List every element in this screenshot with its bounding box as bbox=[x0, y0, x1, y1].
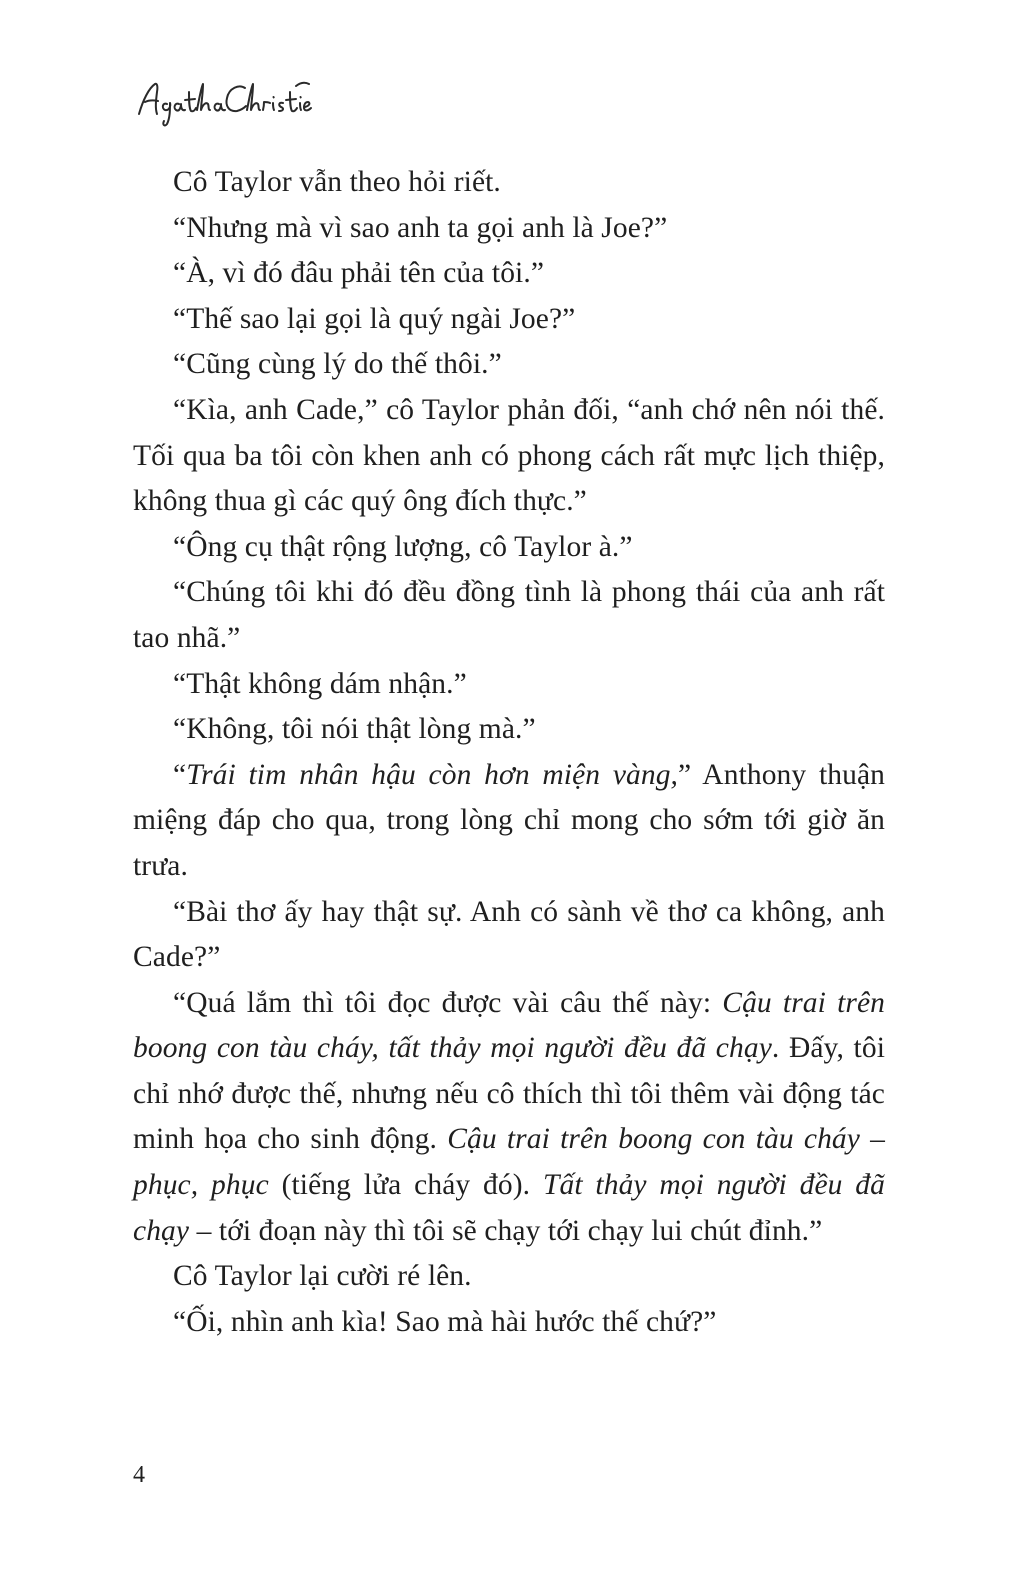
italic-text-segment: Tất thảy mọi người đều đã chạy bbox=[133, 1169, 885, 1247]
page-body-text bbox=[133, 160, 885, 1345]
paragraph bbox=[133, 388, 885, 525]
paragraph bbox=[133, 525, 885, 571]
paragraph bbox=[133, 251, 885, 297]
text-segment: “Chúng tôi khi đó đều đồng tình là phong thái của anh rất tao nhã.” bbox=[133, 576, 885, 654]
paragraph bbox=[133, 707, 885, 753]
text-segment: “Kìa, anh Cade,” cô Taylor phản đối, “anh chớ nên nói thế. Tối qua ba tôi còn khen anh có phong cách rất mực lịch thiệp, không thua gì các quý ông đích thực.” bbox=[133, 393, 885, 518]
author-signature-logo bbox=[133, 70, 313, 130]
paragraph bbox=[133, 206, 885, 252]
text-segment: “Thế sao lại gọi là quý ngài Joe?” bbox=[173, 302, 576, 335]
text-segment: “Cũng cùng lý do thế thôi.” bbox=[173, 348, 502, 381]
text-segment: “Bài thơ ấy hay thật sự. Anh có sành về thơ ca không, anh Cade?” bbox=[133, 895, 885, 974]
paragraph bbox=[133, 1300, 885, 1346]
text-segment: – tới đoạn này thì tôi sẽ chạy tới chạy lui chút đỉnh.” bbox=[189, 1214, 823, 1247]
text-segment: “ bbox=[173, 758, 187, 791]
italic-text-segment: Trái tim nhân hậu còn hơn miện vàng, bbox=[186, 758, 679, 791]
italic-text-segment: Cậu trai trên boong con tàu cháy, tất thảy mọi người đều đã chạy bbox=[133, 986, 885, 1065]
text-segment: “À, vì đó đâu phải tên của tôi.” bbox=[173, 257, 545, 290]
paragraph bbox=[133, 570, 885, 661]
text-segment: “Nhưng mà vì sao anh ta gọi anh là Joe?” bbox=[173, 211, 668, 244]
paragraph bbox=[133, 297, 885, 343]
text-segment: (tiếng lửa cháy đó). bbox=[268, 1169, 543, 1202]
paragraph bbox=[133, 753, 885, 890]
paragraph bbox=[133, 160, 885, 206]
text-segment: “Ông cụ thật rộng lượng, cô Taylor à.” bbox=[173, 530, 633, 563]
text-segment: Cô Taylor lại cười ré lên. bbox=[173, 1260, 472, 1293]
text-segment: ” Anthony thuận miệng đáp cho qua, trong lòng chỉ mong cho sớm tới giờ ăn trưa. bbox=[133, 758, 885, 882]
paragraph bbox=[133, 662, 885, 708]
page-number: 4 bbox=[133, 1462, 145, 1488]
paragraph bbox=[133, 981, 885, 1255]
paragraph bbox=[133, 342, 885, 388]
text-segment: “Thật không dám nhận.” bbox=[173, 667, 467, 700]
text-segment: “Không, tôi nói thật lòng mà.” bbox=[173, 713, 536, 746]
text-segment: “Ối, nhìn anh kìa! Sao mà hài hước thế chứ?” bbox=[173, 1305, 717, 1338]
paragraph bbox=[133, 1254, 885, 1300]
italic-text-segment: Cậu trai trên boong con tàu cháy – phục, phục bbox=[133, 1123, 886, 1202]
signature-icon bbox=[133, 70, 313, 130]
text-segment: . Đấy, tôi chỉ nhớ được thế, nhưng nếu cô thích thì tôi thêm vài động tác minh họa cho sinh động. bbox=[133, 1032, 885, 1156]
text-segment: Cô Taylor vẫn theo hỏi riết. bbox=[173, 166, 501, 198]
paragraph bbox=[133, 890, 885, 981]
text-segment: “Quá lắm thì tôi đọc được vài câu thế này: bbox=[173, 986, 723, 1019]
